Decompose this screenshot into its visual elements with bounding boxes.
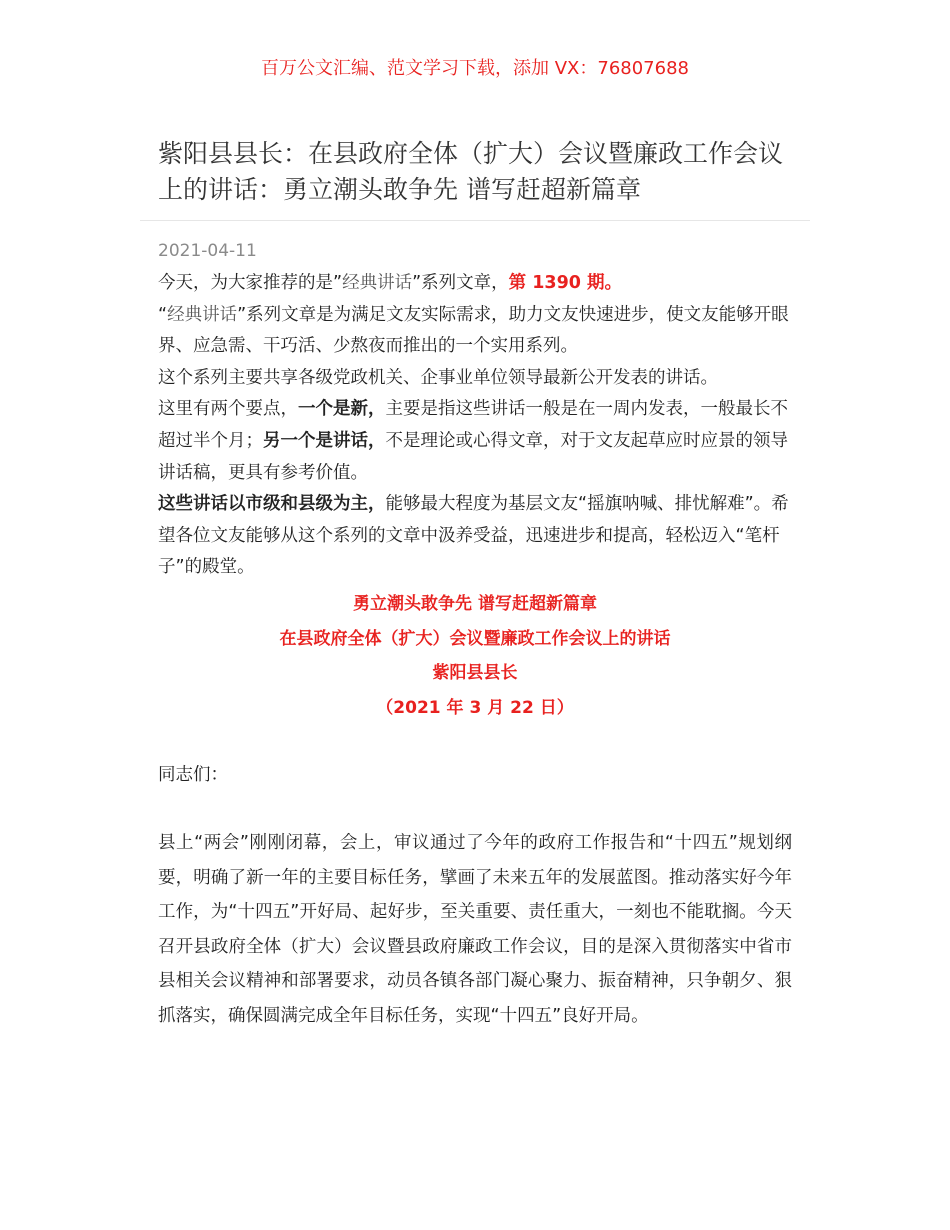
speech-date: （2021 年 3 月 22 日） xyxy=(376,697,574,718)
intro-text: 不是理论或心得文章，对于文友起草应时应景的领导讲话稿，更具有参考价值。 xyxy=(158,430,788,483)
intro-paragraph xyxy=(158,300,792,363)
speech-heading xyxy=(0,587,950,725)
intro-text: “ xyxy=(158,304,168,325)
series-name: 经典讲话 xyxy=(167,304,238,325)
intro-bold-text: 另一个是讲话， xyxy=(263,430,386,451)
intro-text: ”系列文章， xyxy=(412,273,509,293)
promo-banner-text: 百万公文汇编、范文学习下载，添加 VX：76807688 xyxy=(261,58,689,79)
intro-bold-text: 一个是新， xyxy=(298,399,386,420)
speech-greeting: 同志们： xyxy=(158,765,228,785)
issue-number: 第 1390 期。 xyxy=(508,273,623,293)
intro-bold-text: 这些讲话以市级和县级为主， xyxy=(158,494,386,515)
series-name: 经典讲话 xyxy=(342,273,413,293)
intro-text: 能够最大程度为基层文友“摇旗呐喊、排忧解难”。希望各位文友能够从这个系列的文章中汲养受益，迅速进步和提高，轻松迈入“笔杆子”的殿堂。 xyxy=(158,494,789,578)
intro-text: 主要是指这些讲话一般是在一周内发表，一般最长不超过半个月； xyxy=(158,399,788,451)
speech-headline: 勇立潮头敢争先 谱写赶超新篇章 xyxy=(353,594,597,614)
intro-paragraph xyxy=(158,394,792,489)
intro-text: 这里有两个要点， xyxy=(158,399,298,420)
intro-text: 今天，为大家推荐的是” xyxy=(158,273,343,293)
intro-section xyxy=(158,268,792,584)
intro-paragraph xyxy=(158,268,792,300)
speech-speaker: 紫阳县县长 xyxy=(432,663,518,683)
intro-paragraph: 这个系列主要共享各级党政机关、企事业单位领导最新公开发表的讲话。 xyxy=(158,367,718,388)
intro-paragraph xyxy=(158,489,792,584)
article-title: 紫阳县县长：在县政府全体（扩大）会议暨廉政工作会议上的讲话：勇立潮头敢争先 谱写赶超新篇章 xyxy=(158,139,784,204)
publish-date: 2021-04-11 xyxy=(158,241,257,261)
intro-text: ”系列文章是为满足文友实际需求，助力文友快速进步，使文友能够开眼界、应急需、干巧活、少熬夜而推出的一个实用系列。 xyxy=(158,304,789,357)
promo-banner xyxy=(0,56,950,82)
speech-paragraph: 县上“两会”刚刚闭幕，会上，审议通过了今年的政府工作报告和“十四五”规划纲要，明确了新一年的主要目标任务，擘画了未来五年的发展蓝图。推动落实好今年工作，为“十四五”开好局、起好步，至关重要、责任重大，一刻也不能耽搁。今天召开县政府全体（扩大）会议暨县政府廉政工作会议，目的是深入贯彻落实中省市县相关会议精神和部署要求，动员各镇各部门凝心聚力、振奋精神，只争朝夕、狠抓落实，确保圆满完成全年目标任务，实现“十四五”良好开局。 xyxy=(158,833,792,1026)
title-divider xyxy=(140,220,810,221)
speech-subtitle: 在县政府全体（扩大）会议暨廉政工作会议上的讲话 xyxy=(279,628,671,649)
